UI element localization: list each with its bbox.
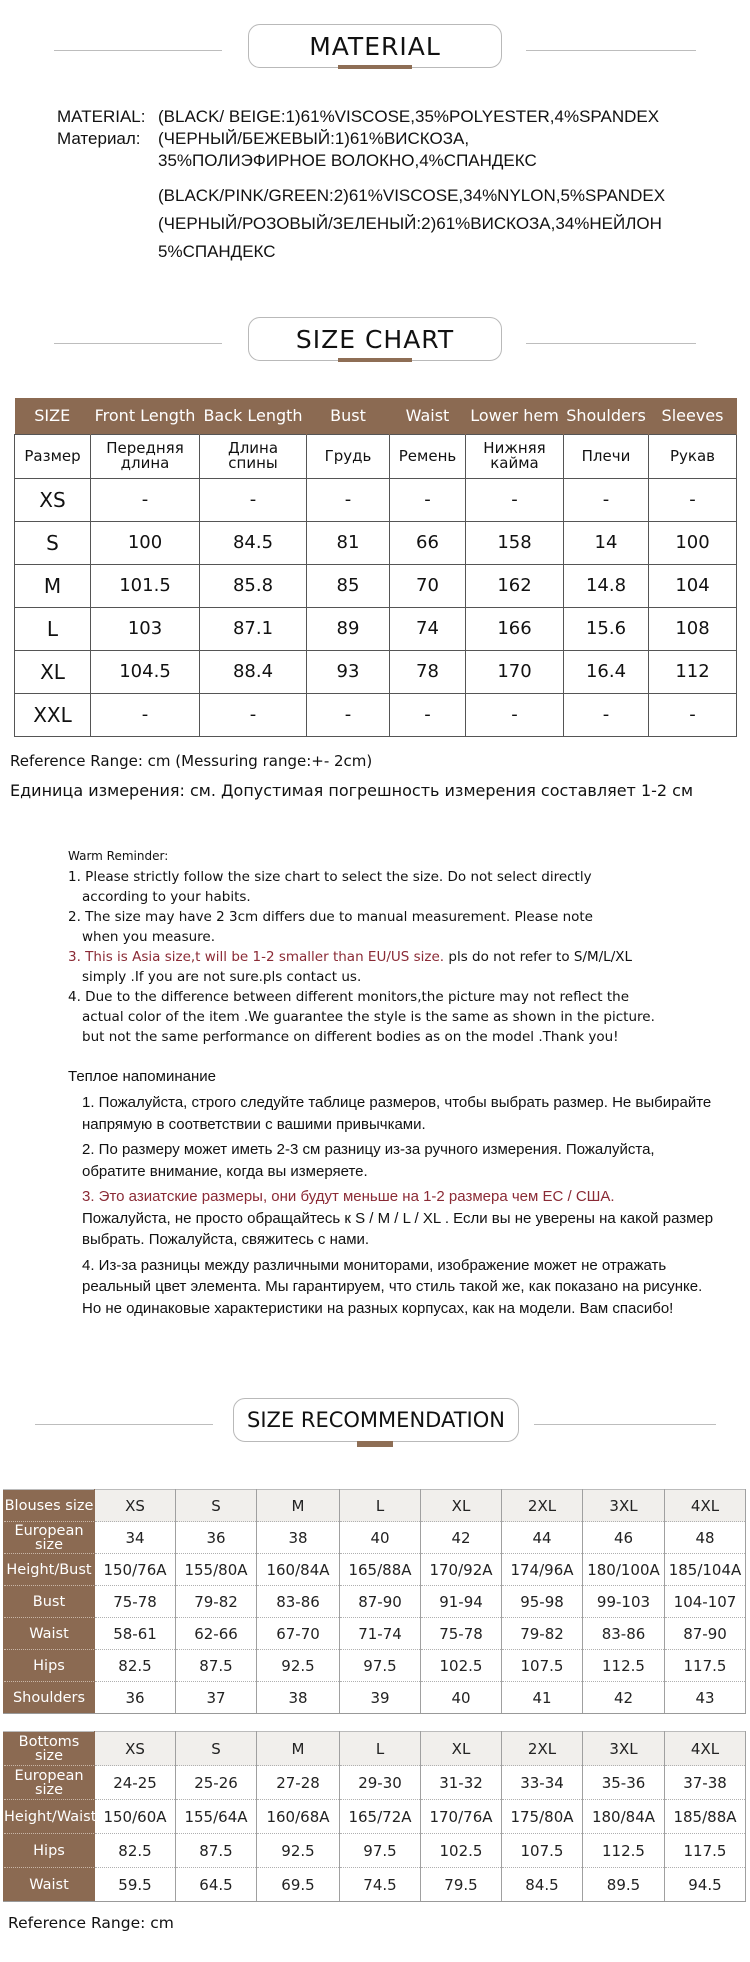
table-cell: S <box>176 1490 257 1522</box>
warning-text: 3. Это азиатские размеры, они будут меньше на 1-2 размера чем ЕС / США. <box>82 1188 615 1205</box>
table-cell: 25-26 <box>176 1766 257 1800</box>
table-cell: 87.5 <box>176 1650 257 1682</box>
table-cell: 166 <box>466 607 564 650</box>
table-cell: 24-25 <box>95 1766 176 1800</box>
reference-range-bottoms: Reference Range: cm <box>8 1914 174 1932</box>
table-cell: 40 <box>340 1522 421 1554</box>
table-cell: - <box>91 693 200 736</box>
table-cell: 79-82 <box>502 1618 583 1650</box>
table-cell: 41 <box>502 1682 583 1714</box>
row-label: Height/Waist <box>4 1800 95 1834</box>
table-cell: 38 <box>257 1682 340 1714</box>
table-cell: 31-32 <box>421 1766 502 1800</box>
row-label: European size <box>4 1766 95 1800</box>
divider-line <box>54 50 222 51</box>
table-cell: 35-36 <box>583 1766 665 1800</box>
table-cell: 75-78 <box>95 1586 176 1618</box>
column-header: Front Length <box>91 398 200 434</box>
row-label: Bottoms size <box>4 1732 95 1766</box>
table-row <box>4 1732 746 1766</box>
column-header: Bust <box>307 398 390 434</box>
table-cell: 99-103 <box>583 1586 665 1618</box>
table-cell: 33-34 <box>502 1766 583 1800</box>
divider-line <box>526 50 696 51</box>
table-cell: 104.5 <box>91 650 200 693</box>
table-cell: 83-86 <box>583 1618 665 1650</box>
table-cell: 97.5 <box>340 1650 421 1682</box>
divider-line <box>35 1424 213 1425</box>
warm-reminder-ru <box>68 1066 718 1319</box>
row-label: European size <box>4 1522 95 1554</box>
table-cell: 36 <box>95 1682 176 1714</box>
table-cell: 4XL <box>665 1490 746 1522</box>
row-label: Hips <box>4 1650 95 1682</box>
title-accent-bar <box>357 1441 393 1447</box>
reminder-item: 4. Due to the difference between different monitors,the picture may not reflect the actual color of the item .We guarantee the style is the same as shown in the picture. but not the same performance on different bodies as on the model .Thank you! <box>68 989 655 1045</box>
table-row <box>15 650 737 693</box>
column-header-ru: Передняя длина <box>91 434 200 478</box>
table-cell: - <box>564 478 649 521</box>
reminder-title: Теплое напоминание <box>68 1068 216 1085</box>
table-row <box>4 1868 746 1902</box>
table-cell: 162 <box>466 564 564 607</box>
table-cell: 4XL <box>665 1732 746 1766</box>
size-label: M <box>15 564 91 607</box>
table-cell: 27-28 <box>257 1766 340 1800</box>
table-cell: 85 <box>307 564 390 607</box>
table-row <box>4 1618 746 1650</box>
divider-line <box>534 1424 716 1425</box>
reminder-item: 3. This is Asia size,t will be 1-2 smaller than EU/US size. pls do not refer to S/M/L/XL simply .If you are not sure.pls contact us. <box>68 949 633 985</box>
table-cell: 94.5 <box>665 1868 746 1902</box>
reference-range-ru: Единица измерения: см. Допустимая погрешность измерения составляет 1-2 см <box>10 781 694 800</box>
section-title-material: MATERIAL <box>248 24 502 68</box>
row-label: Blouses size <box>4 1490 95 1522</box>
table-cell: 112.5 <box>583 1834 665 1868</box>
column-header: Waist <box>390 398 466 434</box>
table-cell: 117.5 <box>665 1650 746 1682</box>
table-cell: M <box>257 1490 340 1522</box>
table-cell: - <box>466 478 564 521</box>
row-label: Waist <box>4 1868 95 1902</box>
table-cell: 87-90 <box>340 1586 421 1618</box>
table-cell: 104-107 <box>665 1586 746 1618</box>
table-cell: 88.4 <box>200 650 307 693</box>
column-header-ru: Рукав <box>649 434 737 478</box>
reminder-title: Warm Reminder: <box>68 849 169 863</box>
table-cell: 16.4 <box>564 650 649 693</box>
column-header-ru: Размер <box>15 434 91 478</box>
row-label: Shoulders <box>4 1682 95 1714</box>
table-cell: XS <box>95 1490 176 1522</box>
table-cell: 160/84A <box>257 1554 340 1586</box>
table-cell: 97.5 <box>340 1834 421 1868</box>
table-cell: 150/60A <box>95 1800 176 1834</box>
warm-reminder-en <box>68 849 718 1047</box>
table-cell: 92.5 <box>257 1650 340 1682</box>
table-cell: 71-74 <box>340 1618 421 1650</box>
table-cell: 42 <box>583 1682 665 1714</box>
table-cell: 107.5 <box>502 1650 583 1682</box>
table-cell: 37-38 <box>665 1766 746 1800</box>
table-cell: 101.5 <box>91 564 200 607</box>
table-cell: 91-94 <box>421 1586 502 1618</box>
table-cell: 44 <box>502 1522 583 1554</box>
table-cell: 87-90 <box>665 1618 746 1650</box>
table-cell: - <box>466 693 564 736</box>
table-cell: 83-86 <box>257 1586 340 1618</box>
size-label: XXL <box>15 693 91 736</box>
table-row <box>15 478 737 521</box>
table-cell: 66 <box>390 521 466 564</box>
title-accent-bar <box>338 65 412 69</box>
table-cell: 102.5 <box>421 1650 502 1682</box>
size-label: XS <box>15 478 91 521</box>
table-cell: 112.5 <box>583 1650 665 1682</box>
table-cell: 2XL <box>502 1490 583 1522</box>
table-cell: 59.5 <box>95 1868 176 1902</box>
table-cell: 37 <box>176 1682 257 1714</box>
table-cell: 175/80A <box>502 1800 583 1834</box>
material-composition <box>57 106 737 263</box>
divider-line <box>54 343 222 344</box>
column-header: SIZE <box>15 398 91 434</box>
section-header-size-recommendation <box>0 1398 750 1458</box>
table-cell: 42 <box>421 1522 502 1554</box>
table-cell: 78 <box>390 650 466 693</box>
section-title-size-recommendation: SIZE RECOMMENDATION <box>233 1398 519 1442</box>
reminder-item: 1. Пожалуйста, строго следуйте таблице размеров, чтобы выбрать размер. Не выбирайте напрямую в соответствии с вашими привычками. <box>82 1094 712 1133</box>
table-cell: XL <box>421 1490 502 1522</box>
table-cell: 3XL <box>583 1490 665 1522</box>
table-cell: 82.5 <box>95 1650 176 1682</box>
table-row <box>4 1766 746 1800</box>
table-row <box>15 607 737 650</box>
material-label-ru: Материал: <box>57 129 141 148</box>
size-chart-body <box>15 478 737 736</box>
reference-range-en: Reference Range: cm (Messuring range:+- 2cm) <box>10 752 373 770</box>
table-row <box>4 1586 746 1618</box>
size-label: L <box>15 607 91 650</box>
table-cell: 34 <box>95 1522 176 1554</box>
table-cell: S <box>176 1732 257 1766</box>
table-cell: 74 <box>390 607 466 650</box>
column-header: Lower hem <box>466 398 564 434</box>
table-cell: - <box>564 693 649 736</box>
table-cell: 14.8 <box>564 564 649 607</box>
table-cell: 102.5 <box>421 1834 502 1868</box>
table-cell: 165/88A <box>340 1554 421 1586</box>
table-cell: - <box>91 478 200 521</box>
table-cell: 108 <box>649 607 737 650</box>
row-label: Waist <box>4 1618 95 1650</box>
table-cell: 79.5 <box>421 1868 502 1902</box>
table-cell: XL <box>421 1732 502 1766</box>
table-cell: - <box>649 693 737 736</box>
table-row <box>15 564 737 607</box>
table-cell: 170/76A <box>421 1800 502 1834</box>
table-row <box>4 1522 746 1554</box>
table-cell: 103 <box>91 607 200 650</box>
table-row <box>4 1800 746 1834</box>
table-cell: 107.5 <box>502 1834 583 1868</box>
reminder-item: 2. По размеру может иметь 2-3 см разницу из-за ручного измерения. Пожалуйста, обратите внимание, когда вы измеряете. <box>82 1141 655 1180</box>
table-cell: L <box>340 1490 421 1522</box>
table-cell: 82.5 <box>95 1834 176 1868</box>
material-line: 5%СПАНДЕКС <box>158 242 276 261</box>
table-cell: 40 <box>421 1682 502 1714</box>
table-row <box>15 693 737 736</box>
reminder-item: 3. Это азиатские размеры, они будут меньше на 1-2 размера чем ЕС / США. Пожалуйста, не просто обращайтесь к S / M / L / XL . Если вы не уверены на какой размер выбрать. Пожалуйста, свяжитесь с нами. <box>82 1188 714 1248</box>
bottoms-size-table <box>3 1731 746 1902</box>
row-label: Bust <box>4 1586 95 1618</box>
table-cell: 69.5 <box>257 1868 340 1902</box>
table-cell: - <box>200 693 307 736</box>
table-cell: - <box>390 693 466 736</box>
table-row <box>4 1554 746 1586</box>
table-cell: L <box>340 1732 421 1766</box>
section-title-size-chart: SIZE CHART <box>248 317 502 361</box>
material-line: 35%ПОЛИЭФИРНОЕ ВОЛОКНО,4%СПАНДЕКС <box>158 151 537 170</box>
size-chart-header-ru <box>15 434 737 478</box>
column-header-ru: Грудь <box>307 434 390 478</box>
table-cell: 14 <box>564 521 649 564</box>
table-cell: 104 <box>649 564 737 607</box>
material-line: (BLACK/ BEIGE:1)61%VISCOSE,35%POLYESTER,4%SPANDEX <box>158 107 660 126</box>
table-cell: 64.5 <box>176 1868 257 1902</box>
row-label: Hips <box>4 1834 95 1868</box>
table-cell: 112 <box>649 650 737 693</box>
warning-text: 3. This is Asia size,t will be 1-2 smaller than EU/US size. <box>68 949 445 965</box>
table-cell: - <box>307 478 390 521</box>
row-label: Height/Bust <box>4 1554 95 1586</box>
table-cell: 2XL <box>502 1732 583 1766</box>
table-cell: 155/64A <box>176 1800 257 1834</box>
title-accent-bar <box>338 358 412 362</box>
table-cell: 84.5 <box>502 1868 583 1902</box>
table-cell: 89.5 <box>583 1868 665 1902</box>
column-header: Back Length <box>200 398 307 434</box>
section-header-size-chart <box>0 317 750 377</box>
table-cell: 89 <box>307 607 390 650</box>
reminder-item: 1. Please strictly follow the size chart to select the size. Do not select directly according to your habits. <box>68 869 592 905</box>
material-line: (BLACK/PINK/GREEN:2)61%VISCOSE,34%NYLON,5%SPANDEX <box>158 186 666 205</box>
table-cell: - <box>307 693 390 736</box>
table-row <box>4 1490 746 1522</box>
table-row <box>4 1834 746 1868</box>
table-row <box>4 1650 746 1682</box>
column-header-ru: Длина спины <box>200 434 307 478</box>
table-cell: - <box>390 478 466 521</box>
table-row <box>15 521 737 564</box>
table-cell: 100 <box>649 521 737 564</box>
table-cell: 85.8 <box>200 564 307 607</box>
table-cell: 165/72A <box>340 1800 421 1834</box>
table-cell: XS <box>95 1732 176 1766</box>
column-header: Shoulders <box>564 398 649 434</box>
section-header-material <box>0 24 750 84</box>
size-chart-header-en <box>15 398 737 434</box>
table-cell: 180/84A <box>583 1800 665 1834</box>
column-header-ru: Ремень <box>390 434 466 478</box>
table-cell: 75-78 <box>421 1618 502 1650</box>
table-cell: 62-66 <box>176 1618 257 1650</box>
size-label: XL <box>15 650 91 693</box>
table-cell: 160/68A <box>257 1800 340 1834</box>
table-cell: M <box>257 1732 340 1766</box>
reminder-item: 2. The size may have 2 3cm differs due to manual measurement. Please note when you measure. <box>68 909 593 945</box>
reminder-item: 4. Из-за разницы между различными мониторами, изображение может не отражать реальный цвет элемента. Мы гарантируем, что стиль такой же, как показано на рисунке. Но не одинаковые характеристики на разных корпусах, как на модели. Вам спасибо! <box>82 1256 703 1317</box>
table-cell: 43 <box>665 1682 746 1714</box>
table-cell: 92.5 <box>257 1834 340 1868</box>
table-cell: 93 <box>307 650 390 693</box>
table-cell: 58-61 <box>95 1618 176 1650</box>
table-cell: 180/100A <box>583 1554 665 1586</box>
column-header: Sleeves <box>649 398 737 434</box>
table-cell: - <box>200 478 307 521</box>
table-cell: 15.6 <box>564 607 649 650</box>
table-cell: 95-98 <box>502 1586 583 1618</box>
material-label-en: MATERIAL: <box>57 107 146 126</box>
table-cell: 155/80A <box>176 1554 257 1586</box>
table-cell: 70 <box>390 564 466 607</box>
table-cell: 3XL <box>583 1732 665 1766</box>
table-cell: 46 <box>583 1522 665 1554</box>
table-cell: 174/96A <box>502 1554 583 1586</box>
table-cell: - <box>649 478 737 521</box>
table-cell: 117.5 <box>665 1834 746 1868</box>
table-cell: 39 <box>340 1682 421 1714</box>
table-cell: 87.5 <box>176 1834 257 1868</box>
material-line: (ЧЕРНЫЙ/БЕЖЕВЫЙ:1)61%ВИСКОЗА, <box>158 129 470 148</box>
size-label: S <box>15 521 91 564</box>
table-cell: 87.1 <box>200 607 307 650</box>
column-header-ru: Плечи <box>564 434 649 478</box>
table-cell: 170/92A <box>421 1554 502 1586</box>
blouses-size-table <box>3 1489 746 1714</box>
table-cell: 185/88A <box>665 1800 746 1834</box>
table-cell: 36 <box>176 1522 257 1554</box>
table-cell: 150/76A <box>95 1554 176 1586</box>
divider-line <box>526 343 696 344</box>
table-cell: 170 <box>466 650 564 693</box>
table-cell: 185/104A <box>665 1554 746 1586</box>
column-header-ru: Нижняя кайма <box>466 434 564 478</box>
table-cell: 100 <box>91 521 200 564</box>
table-cell: 158 <box>466 521 564 564</box>
table-row <box>4 1682 746 1714</box>
table-cell: 84.5 <box>200 521 307 564</box>
table-cell: 79-82 <box>176 1586 257 1618</box>
size-chart-table <box>14 398 737 737</box>
table-cell: 67-70 <box>257 1618 340 1650</box>
material-line: (ЧЕРНЫЙ/РОЗОВЫЙ/ЗЕЛЕНЫЙ:2)61%ВИСКОЗА,34%НЕЙЛОН <box>158 214 662 233</box>
table-cell: 48 <box>665 1522 746 1554</box>
table-cell: 29-30 <box>340 1766 421 1800</box>
table-cell: 38 <box>257 1522 340 1554</box>
table-cell: 81 <box>307 521 390 564</box>
table-cell: 74.5 <box>340 1868 421 1902</box>
